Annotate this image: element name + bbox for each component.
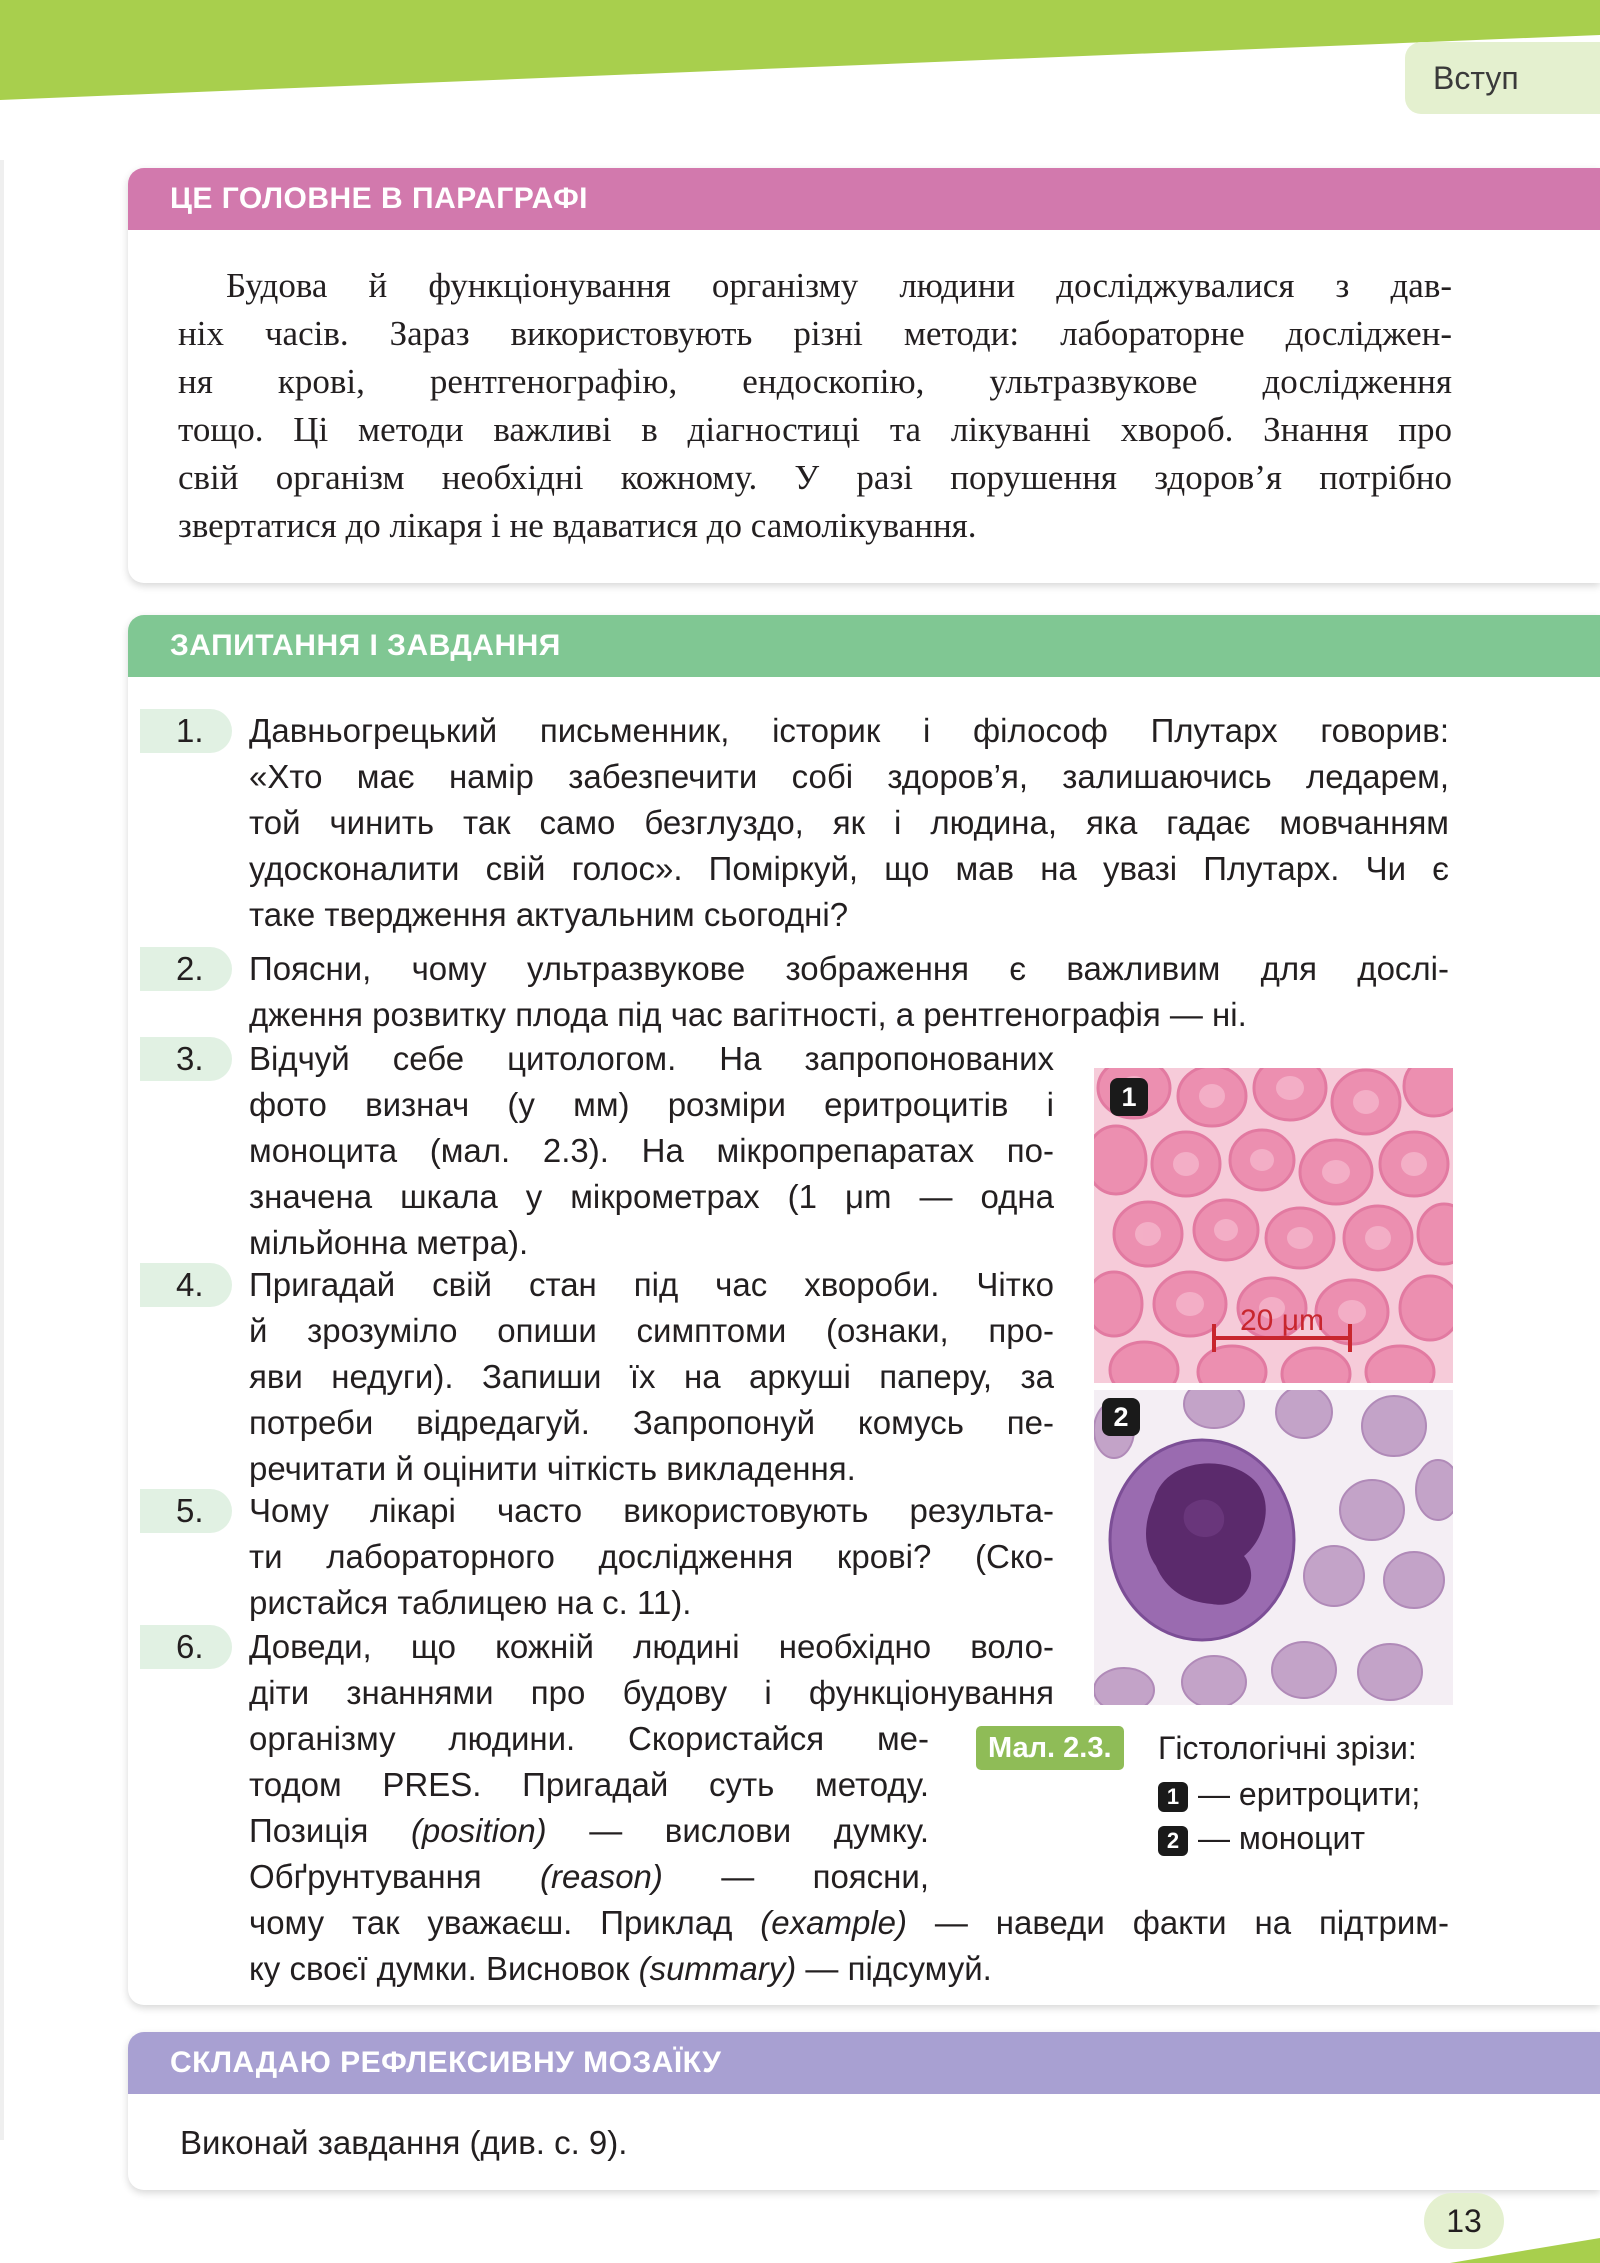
- top-band: [0, 0, 1600, 110]
- task-line: організму людини. Скористайся ме-: [249, 1720, 929, 1757]
- text-fragment: — наведи факти на підтрим-: [934, 1904, 1449, 1941]
- task-number: 5.: [176, 1492, 204, 1529]
- monocyte-micrograph: [1094, 1390, 1453, 1705]
- task-line: значена шкала у мікрометрах (1 μm — одна: [249, 1178, 1054, 1215]
- task-line: фото визнач (у мм) розміри еритроцитів і: [249, 1086, 1054, 1123]
- task-line: діти знаннями про будову і функціонування: [249, 1674, 1054, 1711]
- task-line: ти лабораторного дослідження крові? (Ско-: [249, 1538, 1054, 1575]
- task-line: моноцита (мал. 2.3). На мікропрепаратах по-: [249, 1132, 1054, 1169]
- task-number: 1.: [176, 712, 204, 749]
- task-line: Чому лікарі часто використовують результа-: [249, 1492, 1054, 1529]
- mosaic-text: Виконай завдання (див. с. 9).: [180, 2124, 628, 2161]
- text-fragment: Обґрунтування: [249, 1858, 482, 1895]
- text-fragment: — підсумуй.: [805, 1950, 992, 1987]
- task-line: той чинить так само безглуздо, як і людина, яка гадає мовчанням: [249, 804, 1449, 841]
- scale-label: 20 μm: [1240, 1304, 1324, 1337]
- summary-line: ня крові, рентгенографію, ендоскопію, ультразвукове дослідження: [178, 362, 1452, 401]
- task-line: удосконалити свій голос». Поміркуй, що мав на увазі Плутарх. Чи є: [249, 850, 1449, 887]
- term-position: (position): [410, 1812, 547, 1849]
- caption-text-1: — еритроцити;: [1198, 1776, 1421, 1812]
- task-line: й зрозуміло опиши симптоми (ознаки, про-: [249, 1312, 1054, 1349]
- tasks-box-title: ЗАПИТАННЯ І ЗАВДАННЯ: [128, 615, 1600, 677]
- task-line: потреби відредагуй. Запропонуй комусь пе-: [249, 1404, 1054, 1441]
- task-line: дження розвитку плода під час вагітності, а рентгенографія — ні.: [249, 996, 1247, 1033]
- task-line: «Хто має намір забезпечити собі здоров’я, залишаючись ледарем,: [249, 758, 1449, 795]
- task-number: 3.: [176, 1040, 204, 1077]
- task-line: Пригадай свій стан під час хвороби. Чітко: [249, 1266, 1054, 1303]
- task-line: таке твердження актуальним сьогодні?: [249, 896, 849, 933]
- task-number: 4.: [176, 1266, 204, 1303]
- text-fragment: ку своєї думки. Висновок: [249, 1950, 630, 1987]
- task-line: [249, 1808, 929, 1854]
- caption-badge-2: 2: [1158, 1826, 1188, 1856]
- task-number: 2.: [176, 950, 204, 987]
- text-fragment: Позиція: [249, 1812, 369, 1849]
- task-line: [249, 1900, 1449, 1946]
- corner-decoration: [1450, 2228, 1600, 2263]
- task-line: Відчуй себе цитологом. На запропонованих: [249, 1040, 1054, 1077]
- left-rule: [0, 160, 4, 2140]
- summary-box-title: ЦЕ ГОЛОВНЕ В ПАРАГРАФІ: [128, 168, 1600, 230]
- task-line: Доведи, що кожній людині необхідно воло-: [249, 1628, 1054, 1665]
- text-fragment: — поясни,: [721, 1858, 930, 1895]
- monocyte-cell: [1110, 1440, 1294, 1640]
- figure-badge-1: 1: [1110, 1078, 1148, 1116]
- term-summary: (summary): [638, 1950, 797, 1987]
- task-line: [249, 1946, 1449, 1992]
- figure-caption-title: Гістологічні зрізи:: [1158, 1730, 1417, 1766]
- task-line: яви недуги). Запиши їх на аркуші паперу, за: [249, 1358, 1054, 1395]
- text-fragment: — вислови думку.: [589, 1812, 929, 1849]
- task-line: речитати й оцінити чіткість викладення.: [249, 1450, 856, 1487]
- task-line: ристайся таблицею на с. 11).: [249, 1584, 692, 1621]
- erythrocytes-image: [1094, 1068, 1453, 1383]
- summary-text: [178, 262, 1452, 550]
- page-number: 13: [1424, 2193, 1504, 2249]
- task-number: 6.: [176, 1628, 204, 1665]
- task-line: тодом PRES. Пригадай суть методу.: [249, 1766, 929, 1803]
- summary-line: ніх часів. Зараз використовують різні методи: лабораторне досліджен-: [178, 314, 1452, 353]
- task-line: Поясни, чому ультразвукове зображення є важливим для дослі-: [249, 950, 1449, 987]
- summary-line: звертатися до лікаря і не вдаватися до самолікування.: [178, 506, 977, 545]
- figure-badge-2: 2: [1102, 1398, 1140, 1436]
- erythrocytes-micrograph: [1094, 1068, 1453, 1383]
- caption-badge-1: 1: [1158, 1782, 1188, 1812]
- monocyte-image: [1094, 1390, 1453, 1705]
- summary-line: тощо. Ці методи важливі в діагностиці та лікуванні хвороб. Знання про: [178, 410, 1452, 449]
- task-line: Давньогрецький письменник, історик і філософ Плутарх говорив:: [249, 712, 1449, 749]
- summary-line: свій організм необхідні кожному. У разі порушення здоров’я потрібно: [178, 458, 1452, 497]
- figure-label: Мал. 2.3.: [976, 1726, 1124, 1770]
- figure-caption-item-2: [1158, 1816, 1365, 1860]
- figure-caption-item-1: [1158, 1772, 1420, 1816]
- term-example: (example): [760, 1904, 908, 1941]
- task-line: мільйонна метра).: [249, 1224, 529, 1261]
- term-reason: (reason): [540, 1858, 663, 1895]
- mosaic-box-title: СКЛАДАЮ РЕФЛЕКСИВНУ МОЗАЇКУ: [128, 2032, 1600, 2094]
- section-tab: Вступ: [1405, 42, 1600, 114]
- caption-text-2: — моноцит: [1198, 1820, 1366, 1856]
- summary-line: Будова й функціонування організму людини досліджувалися з дав-: [226, 266, 1452, 305]
- text-fragment: чому так уважаєш. Приклад: [249, 1904, 733, 1941]
- task-line: [249, 1854, 929, 1900]
